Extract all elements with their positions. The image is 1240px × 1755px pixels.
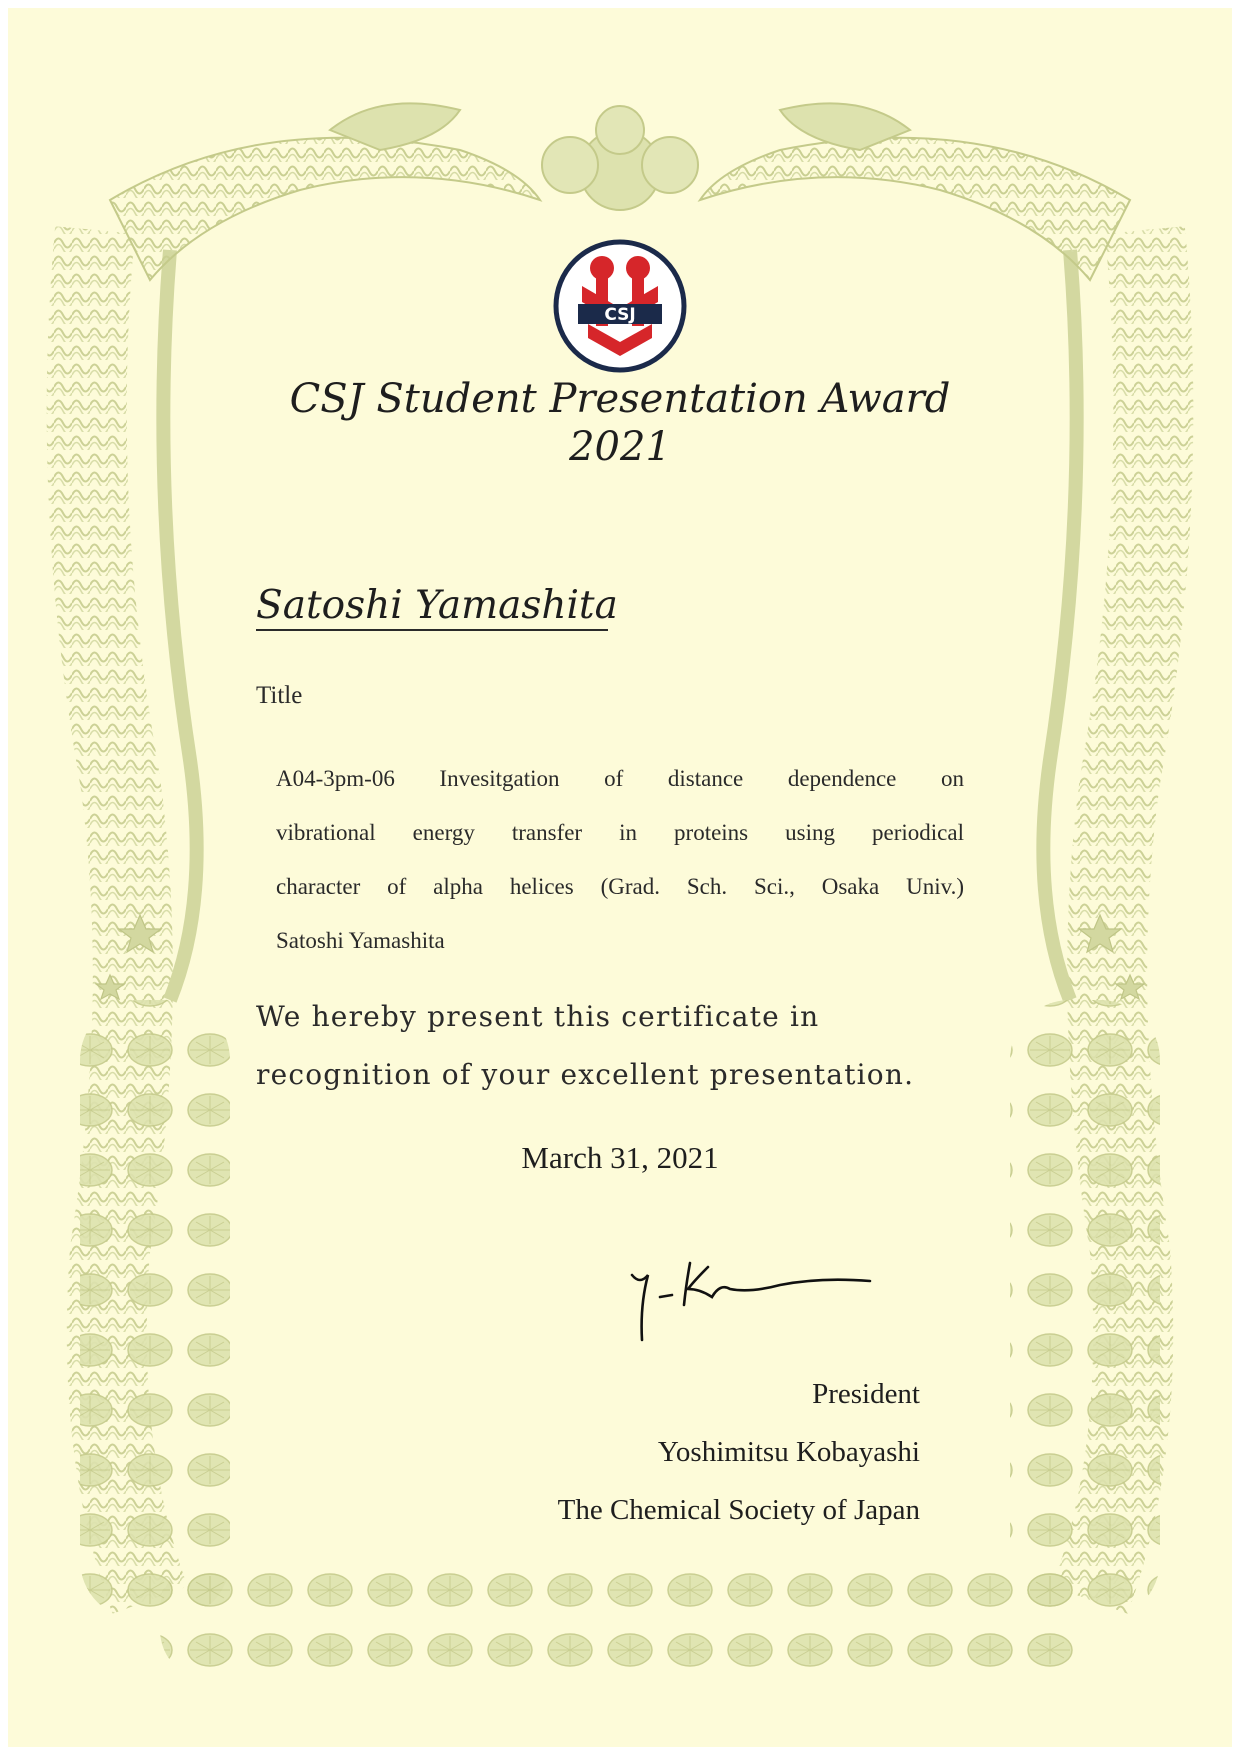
statement-line: We hereby present this certificate in: [256, 1000, 820, 1033]
abstract-line: vibrational energy transfer in proteins using periodical: [276, 820, 964, 845]
logo-text: CSJ: [604, 305, 636, 325]
abstract-line: character of alpha helices (Grad. Sch. Sci., Osaka Univ.): [276, 874, 964, 899]
award-year: 2021: [569, 424, 671, 470]
csj-logo: [552, 238, 688, 374]
title-label: Title: [256, 682, 303, 709]
signer-name: Yoshimitsu Kobayashi: [657, 1436, 920, 1468]
abstract-line: A04-3pm-06 Invesitgation of distance dependence on: [276, 766, 964, 791]
award-date: March 31, 2021: [521, 1140, 719, 1175]
abstract-line: Satoshi Yamashita: [276, 928, 445, 953]
signer-role: President: [812, 1378, 920, 1410]
right-leaf-cluster: [1010, 1000, 1160, 1620]
statement-line: recognition of your excellent presentation.: [256, 1058, 915, 1091]
presentation-abstract: [276, 752, 964, 968]
certificate-statement: [256, 988, 914, 1104]
award-title: CSJ Student Presentation Award: [289, 376, 951, 422]
signer-organization: The Chemical Society of Japan: [557, 1494, 920, 1526]
left-leaf-cluster: [80, 1000, 230, 1620]
president-signature: [620, 1245, 900, 1355]
signer-block: [558, 1365, 920, 1539]
top-flower-ornament: [542, 106, 698, 210]
recipient-underline: [256, 629, 608, 631]
bottom-leaf-band: [160, 1560, 1080, 1680]
recipient-name: Satoshi Yamashita: [256, 583, 618, 628]
